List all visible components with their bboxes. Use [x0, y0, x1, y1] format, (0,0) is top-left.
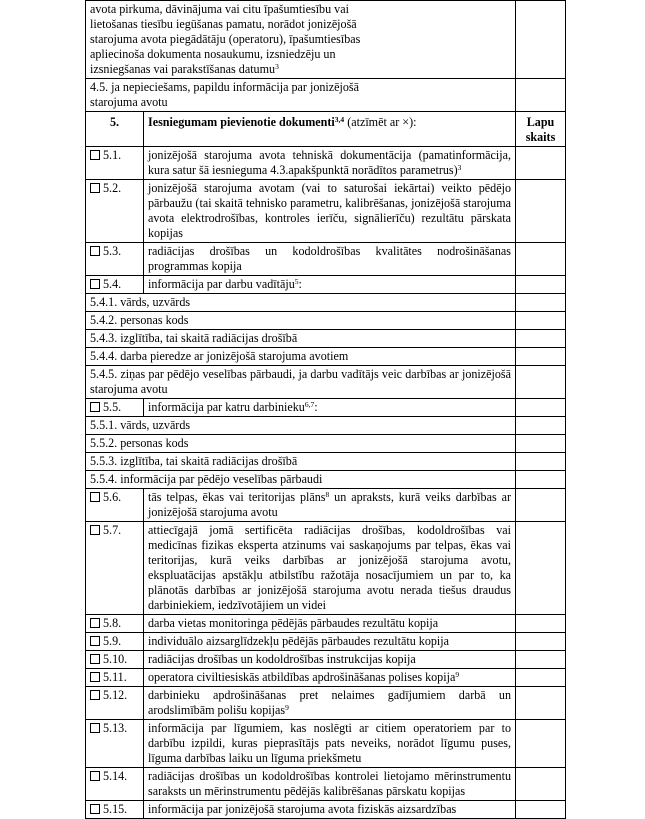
checkbox[interactable] — [90, 402, 100, 412]
pages-count-cell[interactable] — [516, 669, 566, 687]
item-number: 5.14. — [103, 769, 128, 783]
pages-count-cell[interactable] — [516, 768, 566, 801]
section-title: Iesniegumam pievienotie dokumenti — [148, 115, 335, 129]
item-number-cell — [86, 633, 144, 651]
item-text-cell — [144, 687, 516, 720]
item-text-cell — [144, 801, 516, 819]
item-text: jonizējošā starojuma avota tehniskā dokumentācija (pamatinformācija, kura satur šā iesnieguma 4.3.apakšpunktā norādītos parametrus) — [148, 148, 511, 177]
item-number: 5.10. — [103, 652, 128, 666]
pages-count-cell[interactable] — [516, 471, 566, 489]
intro-row — [86, 1, 566, 79]
sub-item-text: 5.5.2. personas kods — [86, 435, 516, 453]
pages-count-cell[interactable] — [516, 687, 566, 720]
table-row — [86, 801, 566, 819]
table-row — [86, 768, 566, 801]
pages-count-cell[interactable] — [516, 801, 566, 819]
checkbox[interactable] — [90, 525, 100, 535]
item-text-cell — [144, 399, 516, 417]
item-number-cell — [86, 276, 144, 294]
item-text: tās telpas, ēkas vai teritorijas plāns — [148, 490, 326, 504]
item-number: 5.3. — [103, 244, 122, 258]
checkbox[interactable] — [90, 183, 100, 193]
pages-count-cell[interactable] — [516, 417, 566, 435]
pages-count-cell[interactable] — [516, 453, 566, 471]
item-text-cell — [144, 633, 516, 651]
item-text-cell — [144, 276, 516, 294]
pages-count-cell[interactable] — [516, 489, 566, 522]
table-row — [86, 453, 566, 471]
footnote-ref: 9 — [455, 670, 460, 679]
item-number-cell — [86, 399, 144, 417]
pages-count-cell[interactable] — [516, 294, 566, 312]
table-row — [86, 294, 566, 312]
checkbox[interactable] — [90, 723, 100, 733]
table-row — [86, 471, 566, 489]
item-number-cell — [86, 522, 144, 615]
table-row — [86, 366, 566, 399]
table-row — [86, 147, 566, 180]
sub-item-text: 5.4.2. personas kods — [86, 312, 516, 330]
footnote-ref: 9 — [285, 703, 289, 712]
item-number: 5.4. — [103, 277, 122, 291]
documents-table — [85, 0, 566, 819]
pages-count-cell[interactable] — [516, 615, 566, 633]
pages-count-cell[interactable] — [516, 720, 566, 768]
item-number-cell — [86, 720, 144, 768]
item-number: 5.6. — [103, 490, 122, 504]
item-number-cell — [86, 687, 144, 720]
pages-count-cell[interactable] — [516, 633, 566, 651]
section-header-row — [86, 112, 566, 147]
sub-item-text: 5.4.1. vārds, uzvārds — [86, 294, 516, 312]
item-text-cell — [144, 180, 516, 243]
table-row — [86, 489, 566, 522]
item-text-cell — [144, 243, 516, 276]
item-number: 5.8. — [103, 616, 122, 630]
intro-sup: 3 — [275, 62, 279, 71]
checkbox[interactable] — [90, 654, 100, 664]
pages-count-cell[interactable] — [516, 180, 566, 243]
checkbox[interactable] — [90, 279, 100, 289]
sub-item-text: 5.5.4. informācija par pēdējo veselības pārbaudi — [86, 471, 516, 489]
item-text-cell — [144, 489, 516, 522]
table-row — [86, 687, 566, 720]
pages-count-cell[interactable] — [516, 399, 566, 417]
item-text: informācija par jonizējošā starojuma avota fiziskās aizsardzības — [148, 802, 457, 816]
item-text-cell — [144, 720, 516, 768]
footnote-ref: 5 — [294, 277, 299, 286]
row-4-5 — [86, 79, 566, 112]
intro-empty — [516, 1, 566, 79]
pages-count-cell[interactable] — [516, 366, 566, 399]
table-row — [86, 180, 566, 243]
item-text: radiācijas drošības un kodoldrošības kontrolei lietojamo mērinstrumentu saraksts un mērinstrumentu pēdējās kalibrēšanas pārskatu kopijas — [148, 769, 511, 798]
checkbox[interactable] — [90, 492, 100, 502]
table-row — [86, 243, 566, 276]
item-number-cell — [86, 243, 144, 276]
table-row — [86, 348, 566, 366]
sub-item-text: 5.4.4. darba pieredze ar jonizējošā starojuma avotiem — [86, 348, 516, 366]
row-4-5-empty — [516, 79, 566, 112]
pages-count-cell[interactable] — [516, 312, 566, 330]
pages-count-cell[interactable] — [516, 243, 566, 276]
item-text: attiecīgajā jomā sertificēta radiācijas drošības, kodoldrošības vai medicīnas fizikas eksperta atzinums vai saskaņojums par telpas, ēkas vai teritorijas, kurā veiks darbības ar jonizējošā starojuma avotu, ekspluatācijas apstākļu atbilstību ražotāja nosacījumiem un par to, ka plānotās darbības ar jonizējošā starojuma avotu nerada tiešus draudus darbiniekiem, iedzīvotājiem un videi — [148, 523, 511, 612]
row-4-5-cell — [86, 79, 516, 112]
intro-cell — [86, 1, 516, 79]
sub-item-text: 5.5.3. izglītība, tai skaitā radiācijas drošībā — [86, 453, 516, 471]
item-text: jonizējošā starojuma avotam (vai to saturošai iekārtai) veikto pēdējo pārbaužu (tai skaitā tehnisko parametru, kalibrēšanas, jonizējošā starojuma avota elektrodrošības, kontroles ierīču, signālierīču) rezultātu pārskata kopijas — [148, 181, 511, 240]
table-row — [86, 312, 566, 330]
item-text-cell — [144, 768, 516, 801]
checkbox[interactable] — [90, 672, 100, 682]
table-row — [86, 651, 566, 669]
pages-count-cell[interactable] — [516, 435, 566, 453]
item-text-tail: un apraksts, kurā veiks darbības ar jonizējošā starojuma avotu — [148, 490, 511, 519]
item-text: radiācijas drošības un kodoldrošības kvalitātes nodrošināšanas programmas kopija — [148, 244, 511, 273]
item-number: 5.11. — [103, 670, 127, 684]
item-number: 5.15. — [103, 802, 128, 816]
item-text-tail: : — [314, 400, 318, 414]
item-number-cell — [86, 651, 144, 669]
footnote-ref: 8 — [325, 490, 330, 499]
item-text: informācija par darbu vadītāju — [148, 277, 295, 291]
section-title-sup: 3,4 — [334, 115, 345, 124]
item-text: radiācijas drošības un kodoldrošības instrukcijas kopija — [148, 652, 416, 666]
item-text-tail: : — [298, 277, 302, 291]
item-number-cell — [86, 147, 144, 180]
pages-header: Lapu skaits — [516, 112, 566, 147]
checkbox[interactable] — [90, 150, 100, 160]
section-title-cell — [144, 112, 516, 147]
row-4-5-text: 4.5. ja nepieciešams, papildu informācija par jonizējošā starojuma avotu — [90, 80, 359, 109]
item-text-cell — [144, 669, 516, 687]
item-number-cell — [86, 768, 144, 801]
item-number-cell — [86, 180, 144, 243]
checkbox[interactable] — [90, 690, 100, 700]
item-number: 5.7. — [103, 523, 122, 537]
section-title-note: (atzīmēt ar ×): — [344, 115, 417, 129]
checkbox[interactable] — [90, 636, 100, 646]
table-row — [86, 399, 566, 417]
item-number-cell — [86, 615, 144, 633]
table-row — [86, 720, 566, 768]
table-row — [86, 330, 566, 348]
sub-item-text: 5.4.3. izglītība, tai skaitā radiācijas drošībā — [86, 330, 516, 348]
checkbox[interactable] — [90, 246, 100, 256]
pages-count-cell[interactable] — [516, 147, 566, 180]
table-row — [86, 276, 566, 294]
item-text: operatora civiltiesiskās atbildības apdrošināšanas polises kopija — [148, 670, 456, 684]
item-text: individuālo aizsarglīdzekļu pēdējās pārbaudes rezultātu kopija — [148, 634, 450, 648]
pages-count-cell[interactable] — [516, 651, 566, 669]
footnote-ref: 3 — [457, 163, 462, 172]
intro-text: avota pirkuma, dāvinājuma vai citu īpašumtiesību vai lietošanas tiesību iegūšanas pamatu, norādot jonizējošā starojuma avota piegādātāju (operatoru), īpašumtiesības apliecinoša dokumenta nosaukumu, izsniedzēju un izsniegšanas vai parakstīšanas datumu — [90, 2, 361, 76]
item-text: darbinieku apdrošināšanas pret nelaimes gadījumiem darbā un arodslimībām polišu kopijas — [148, 688, 511, 717]
checkbox[interactable] — [90, 618, 100, 628]
table-row — [86, 417, 566, 435]
item-text-cell — [144, 147, 516, 180]
table-row — [86, 522, 566, 615]
item-text-cell — [144, 651, 516, 669]
sub-item-text: 5.4.5. ziņas par pēdējo veselības pārbaudi, ja darbu vadītājs veic darbības ar jonizējošā starojuma avotu — [86, 366, 516, 399]
item-text: informācija par līgumiem, kas noslēgti ar citiem operatoriem par to darbību izpildi, kuras pieprasītājs pats neveiks, norādot līgumu puses, līguma darbības laiku un līguma priekšmetu — [148, 721, 511, 765]
item-number: 5.2. — [103, 181, 122, 195]
item-number-cell — [86, 669, 144, 687]
section-number: 5. — [86, 112, 144, 147]
pages-count-cell[interactable] — [516, 330, 566, 348]
footnote-ref: 6,7 — [304, 400, 315, 409]
item-number: 5.9. — [103, 634, 122, 648]
item-text-cell — [144, 615, 516, 633]
pages-count-cell[interactable] — [516, 522, 566, 615]
table-row — [86, 633, 566, 651]
table-row — [86, 435, 566, 453]
item-number-cell — [86, 489, 144, 522]
pages-count-cell[interactable] — [516, 276, 566, 294]
item-text-cell — [144, 522, 516, 615]
table-row — [86, 615, 566, 633]
sub-item-text: 5.5.1. vārds, uzvārds — [86, 417, 516, 435]
item-number-cell — [86, 801, 144, 819]
item-text: darba vietas monitoringa pēdējās pārbaudes rezultātu kopija — [148, 616, 439, 630]
table-row — [86, 669, 566, 687]
item-number: 5.1. — [103, 148, 122, 162]
item-text: informācija par katru darbinieku — [148, 400, 305, 414]
item-number: 5.13. — [103, 721, 128, 735]
pages-count-cell[interactable] — [516, 348, 566, 366]
item-number: 5.5. — [103, 400, 122, 414]
item-number: 5.12. — [103, 688, 128, 702]
checkbox[interactable] — [90, 804, 100, 814]
